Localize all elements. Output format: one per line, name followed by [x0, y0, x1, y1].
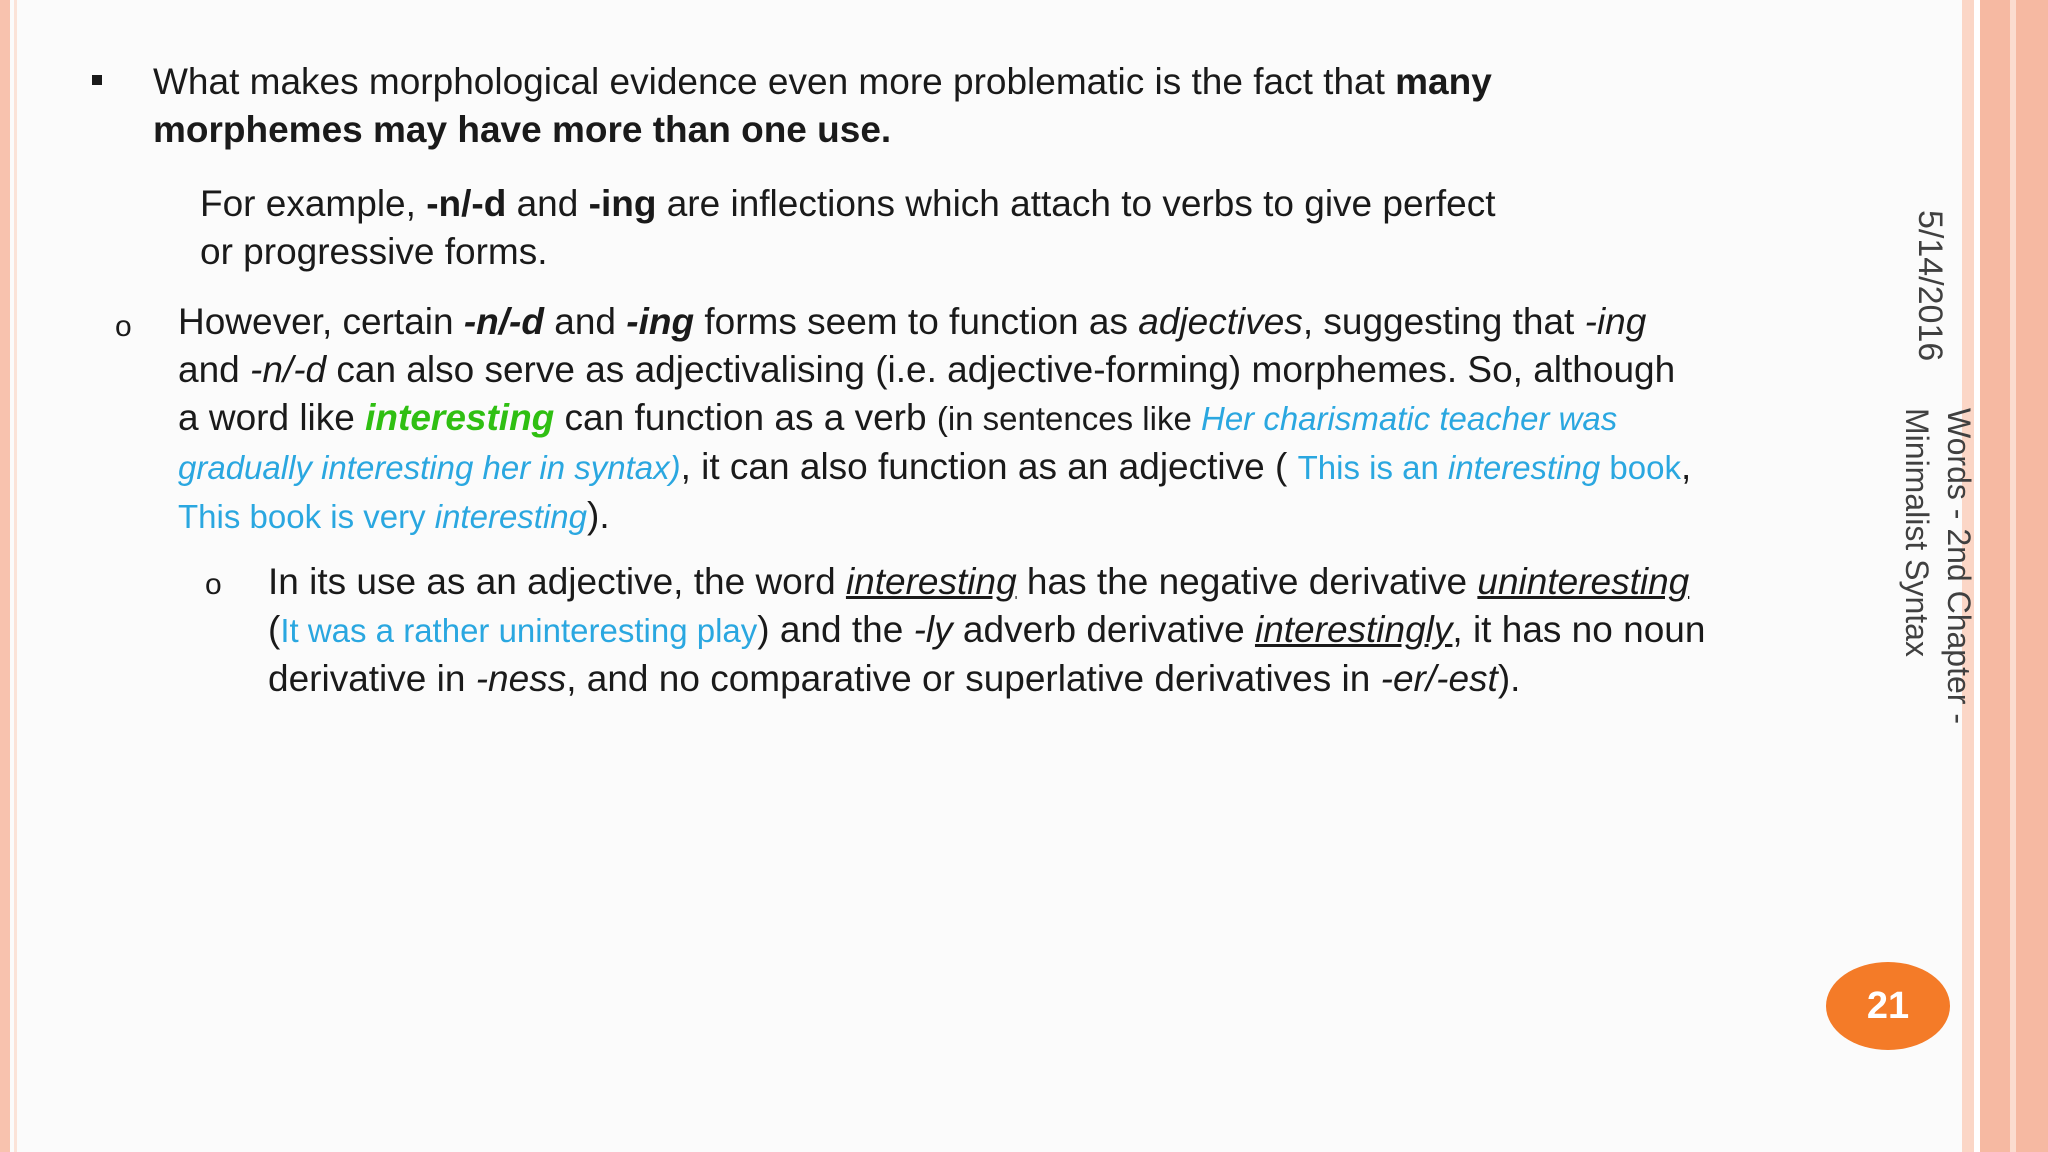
underlined-italic-word: uninteresting: [1477, 561, 1690, 602]
paragraph-example: [200, 180, 1500, 276]
example-sentence: It was a rather uninteresting play: [280, 612, 758, 649]
bold-italic-suffix: -ing: [626, 301, 695, 342]
italic-suffix: -ing: [1584, 301, 1647, 342]
paragraph-main-point: [153, 58, 1673, 154]
text: In its use as an adjective, the word: [268, 561, 846, 602]
text: , suggesting that: [1302, 301, 1585, 342]
italic-suffix: -n/-d: [250, 349, 327, 390]
text: forms seem to function as: [694, 301, 1139, 342]
bold-text: many morphemes may have more than one use.: [153, 61, 1492, 150]
page-number-badge: 21: [1826, 962, 1950, 1050]
example-sentence: book: [1600, 449, 1681, 486]
text: (: [268, 609, 281, 650]
bold-italic-suffix: -n/-d: [463, 301, 544, 342]
circle-bullet-icon: o: [205, 568, 222, 601]
text: and: [543, 301, 627, 342]
italic-suffix: -er/-est: [1380, 658, 1498, 699]
slide-footer-title: Words - 2nd Chapter - Minimalist Syntax: [1899, 408, 1977, 724]
example-italic-word: interesting: [434, 498, 588, 535]
text: , and no comparative or superlative derivatives in: [566, 658, 1381, 699]
text: ,: [1681, 446, 1692, 487]
underlined-italic-word: interestingly: [1254, 609, 1453, 650]
bold-suffix: -ing: [588, 183, 657, 224]
italic-suffix: -ly: [913, 609, 953, 650]
small-text: (in sentences like: [936, 400, 1201, 437]
circle-bullet-icon: o: [115, 310, 132, 343]
highlighted-word: interesting: [365, 397, 555, 438]
text: ).: [1497, 658, 1521, 699]
square-bullet-icon: [92, 75, 102, 85]
text: For example,: [200, 183, 427, 224]
text: ).: [587, 495, 610, 536]
example-sentence: This is an: [1297, 449, 1448, 486]
underlined-italic-word: interesting: [845, 561, 1017, 602]
text: can function as a verb: [554, 397, 937, 438]
text: can also serve as adjectivalising (i.e. adjective-forming) morphemes. So, although a word like: [178, 349, 1676, 438]
italic-suffix: -ness: [475, 658, 567, 699]
example-sentence: This book is very: [178, 498, 435, 535]
text: and: [178, 349, 251, 390]
right-border-line: [2010, 0, 2016, 1152]
slide-date: 5/14/2016: [1911, 210, 1949, 362]
example-sentence: Her charismatic teacher was gradually interesting her in syntax): [178, 400, 1618, 486]
text: , it can also function as an adjective (: [680, 446, 1298, 487]
text: has the negative derivative: [1016, 561, 1478, 602]
italic-text: adjectives: [1138, 301, 1303, 342]
text: and: [506, 183, 589, 224]
text: ) and the: [757, 609, 914, 650]
paragraph-however: [178, 298, 1698, 541]
text: adverb derivative: [952, 609, 1255, 650]
bold-suffix: -n/-d: [426, 183, 507, 224]
paragraph-adjective-use: [268, 558, 1728, 703]
text: , it has no noun derivative in: [268, 609, 1706, 699]
text: However, certain: [178, 301, 464, 342]
text: are inflections which attach to verbs to give perfect or progressive forms.: [200, 183, 1496, 272]
text: What makes morphological evidence even more problematic is the fact that: [153, 61, 1396, 102]
example-italic-word: interesting: [1448, 449, 1601, 486]
